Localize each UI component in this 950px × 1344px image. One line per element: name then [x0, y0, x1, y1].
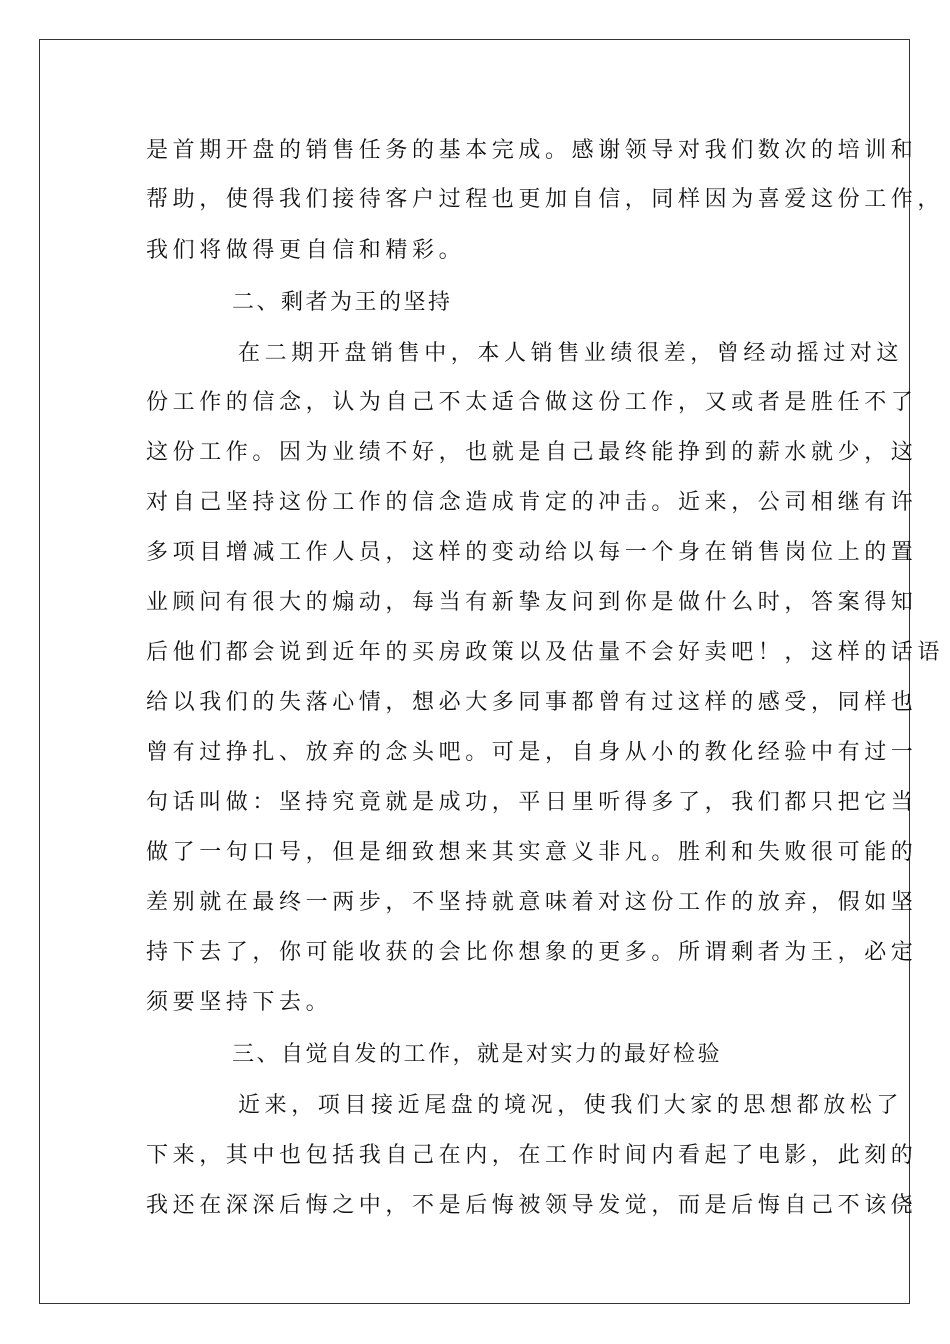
text-line: 我还在深深后悔之中，不是后悔被领导发觉，而是后悔自己不该侥 — [146, 1193, 918, 1218]
text-line: 对自己坚持这份工作的信念造成肯定的冲击。近来，公司相继有许 — [146, 490, 918, 515]
paragraph-first-line: 近来，项目接近尾盘的境况，使我们大家的思想都放松了 — [238, 1093, 904, 1118]
text-line: 曾有过挣扎、放弃的念头吧。可是，自身从小的教化经验中有过一 — [146, 740, 918, 765]
text-line: 我们将做得更自信和精彩。 — [146, 238, 466, 263]
text-line: 是首期开盘的销售任务的基本完成。感谢领导对我们数次的培训和 — [146, 138, 918, 163]
text-line: 做了一句口号，但是细致想来其实意义非凡。胜利和失败很可能的 — [146, 840, 918, 865]
text-line: 后他们都会说到近年的买房政策以及估量不会好卖吧！，这样的话语 — [146, 640, 945, 665]
section-heading: 二、剩者为王的坚持 — [232, 290, 453, 315]
text-line: 下来，其中也包括我自己在内，在工作时间内看起了电影，此刻的 — [146, 1143, 918, 1168]
text-line: 多项目增减工作人员，这样的变动给以每一个身在销售岗位上的置 — [146, 540, 918, 565]
text-line: 须要坚持下去。 — [146, 990, 333, 1015]
text-line: 差别就在最终一两步，不坚持就意味着对这份工作的放弃，假如坚 — [146, 890, 918, 915]
text-line: 持下去了，你可能收获的会比你想象的更多。所谓剩者为王，必定 — [146, 940, 918, 965]
text-line: 给以我们的失落心情，想必大多同事都曾有过这样的感受，同样也 — [146, 690, 918, 715]
text-line: 业顾问有很大的煽动，每当有新挚友问到你是做什么时，答案得知 — [146, 590, 918, 615]
text-line: 帮助，使得我们接待客户过程也更加自信，同样因为喜爱这份工作， — [146, 187, 945, 212]
text-line: 份工作的信念，认为自己不太适合做这份工作，又或者是胜任不了 — [146, 390, 918, 415]
paragraph-first-line: 在二期开盘销售中，本人销售业绩很差，曾经动摇过对这 — [238, 341, 904, 366]
text-line: 句话叫做：坚持究竟就是成功，平日里听得多了，我们都只把它当 — [146, 790, 918, 815]
section-heading: 三、自觉自发的工作，就是对实力的最好检验 — [232, 1042, 723, 1067]
text-line: 这份工作。因为业绩不好，也就是自己最终能挣到的薪水就少，这 — [146, 440, 918, 465]
